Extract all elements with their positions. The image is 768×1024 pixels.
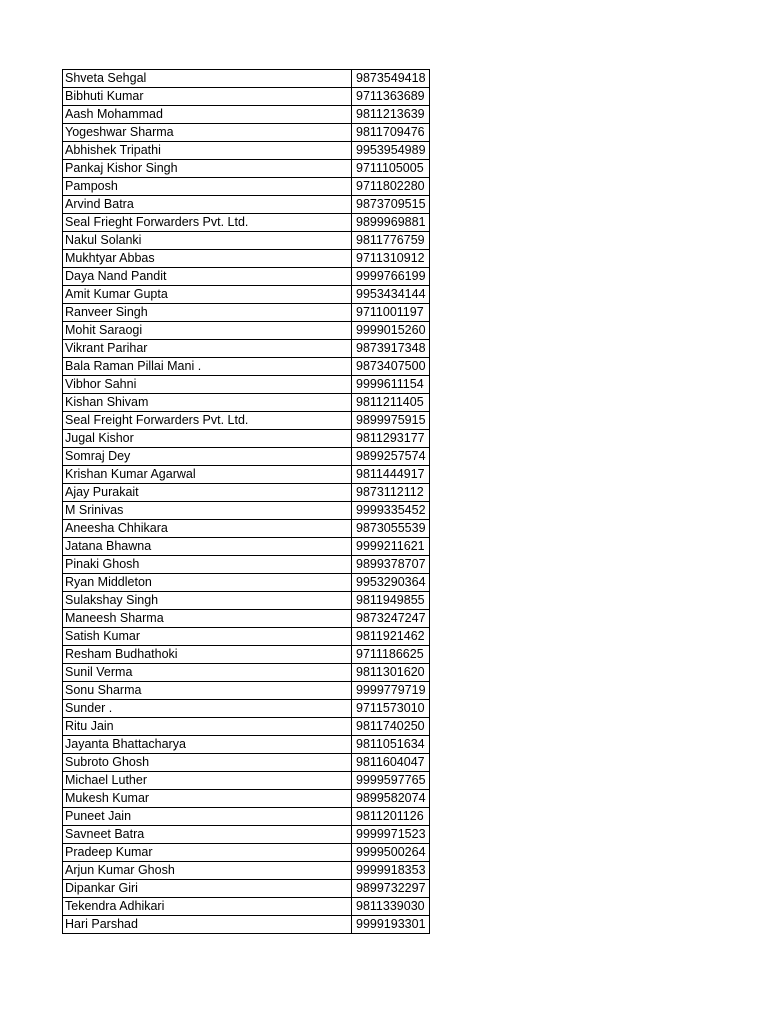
contact-name-cell: Sulakshay Singh bbox=[63, 592, 352, 610]
contact-phone-cell: 9999211621 bbox=[352, 538, 430, 556]
contact-phone-cell: 9711186625 bbox=[352, 646, 430, 664]
table-row bbox=[63, 88, 430, 106]
table-row bbox=[63, 682, 430, 700]
contact-name-cell: Subroto Ghosh bbox=[63, 754, 352, 772]
table-row bbox=[63, 790, 430, 808]
contact-name-cell: Maneesh Sharma bbox=[63, 610, 352, 628]
contact-phone-cell: 9811201126 bbox=[352, 808, 430, 826]
contact-phone-cell: 9811301620 bbox=[352, 664, 430, 682]
contact-name-cell: Dipankar Giri bbox=[63, 880, 352, 898]
table-row bbox=[63, 106, 430, 124]
table-row bbox=[63, 484, 430, 502]
contact-name-cell: Vibhor Sahni bbox=[63, 376, 352, 394]
table-row bbox=[63, 448, 430, 466]
table-row bbox=[63, 412, 430, 430]
contact-phone-cell: 9811444917 bbox=[352, 466, 430, 484]
table-row bbox=[63, 664, 430, 682]
contact-name-cell: Resham Budhathoki bbox=[63, 646, 352, 664]
contact-phone-cell: 9999193301 bbox=[352, 916, 430, 934]
table-row bbox=[63, 898, 430, 916]
contact-phone-cell: 9999971523 bbox=[352, 826, 430, 844]
contact-phone-cell: 9999335452 bbox=[352, 502, 430, 520]
contact-name-cell: Jugal Kishor bbox=[63, 430, 352, 448]
contact-phone-cell: 9899732297 bbox=[352, 880, 430, 898]
contact-name-cell: Satish Kumar bbox=[63, 628, 352, 646]
contact-name-cell: Puneet Jain bbox=[63, 808, 352, 826]
contact-name-cell: Shveta Sehgal bbox=[63, 70, 352, 88]
contact-phone-cell: 9711310912 bbox=[352, 250, 430, 268]
contact-name-cell: Pradeep Kumar bbox=[63, 844, 352, 862]
table-row bbox=[63, 322, 430, 340]
table-row bbox=[63, 124, 430, 142]
contact-phone-cell: 9811776759 bbox=[352, 232, 430, 250]
contact-name-cell: Tekendra Adhikari bbox=[63, 898, 352, 916]
contact-phone-cell: 9711001197 bbox=[352, 304, 430, 322]
table-row bbox=[63, 808, 430, 826]
contact-name-cell: Kishan Shivam bbox=[63, 394, 352, 412]
contact-name-cell: Jatana Bhawna bbox=[63, 538, 352, 556]
contact-phone-cell: 9953434144 bbox=[352, 286, 430, 304]
contact-phone-cell: 9711363689 bbox=[352, 88, 430, 106]
contact-phone-cell: 9899975915 bbox=[352, 412, 430, 430]
table-row bbox=[63, 718, 430, 736]
contact-name-cell: Krishan Kumar Agarwal bbox=[63, 466, 352, 484]
table-row bbox=[63, 394, 430, 412]
contact-name-cell: Amit Kumar Gupta bbox=[63, 286, 352, 304]
contact-phone-cell: 9873407500 bbox=[352, 358, 430, 376]
contact-name-cell: Yogeshwar Sharma bbox=[63, 124, 352, 142]
contact-phone-cell: 9873709515 bbox=[352, 196, 430, 214]
table-row bbox=[63, 304, 430, 322]
contact-phone-cell: 9811604047 bbox=[352, 754, 430, 772]
contact-name-cell: Michael Luther bbox=[63, 772, 352, 790]
table-row bbox=[63, 538, 430, 556]
contact-phone-cell: 9811709476 bbox=[352, 124, 430, 142]
contact-phone-cell: 9711105005 bbox=[352, 160, 430, 178]
contact-name-cell: Aneesha Chhikara bbox=[63, 520, 352, 538]
table-row bbox=[63, 844, 430, 862]
table-row bbox=[63, 628, 430, 646]
contact-phone-cell: 9899378707 bbox=[352, 556, 430, 574]
contact-name-cell: Mohit Saraogi bbox=[63, 322, 352, 340]
contact-phone-cell: 9999597765 bbox=[352, 772, 430, 790]
contact-name-cell: Ranveer Singh bbox=[63, 304, 352, 322]
table-row bbox=[63, 340, 430, 358]
contact-name-cell: Nakul Solanki bbox=[63, 232, 352, 250]
contact-name-cell: Arjun Kumar Ghosh bbox=[63, 862, 352, 880]
table-row bbox=[63, 826, 430, 844]
table-row bbox=[63, 196, 430, 214]
contact-phone-cell: 9953290364 bbox=[352, 574, 430, 592]
contact-name-cell: Jayanta Bhattacharya bbox=[63, 736, 352, 754]
contact-name-cell: Mukhtyar Abbas bbox=[63, 250, 352, 268]
contact-name-cell: Bibhuti Kumar bbox=[63, 88, 352, 106]
table-row bbox=[63, 142, 430, 160]
contact-phone-cell: 9873112112 bbox=[352, 484, 430, 502]
contact-phone-cell: 9953954989 bbox=[352, 142, 430, 160]
contact-name-cell: Ryan Middleton bbox=[63, 574, 352, 592]
table-row bbox=[63, 250, 430, 268]
contact-name-cell: Ajay Purakait bbox=[63, 484, 352, 502]
contact-phone-cell: 9899969881 bbox=[352, 214, 430, 232]
contacts-table bbox=[62, 69, 430, 934]
table-row bbox=[63, 556, 430, 574]
table-row bbox=[63, 178, 430, 196]
contact-name-cell: Bala Raman Pillai Mani . bbox=[63, 358, 352, 376]
contact-phone-cell: 9899582074 bbox=[352, 790, 430, 808]
contact-name-cell: Seal Freight Forwarders Pvt. Ltd. bbox=[63, 412, 352, 430]
contact-phone-cell: 9999500264 bbox=[352, 844, 430, 862]
table-row bbox=[63, 520, 430, 538]
contact-name-cell: Sonu Sharma bbox=[63, 682, 352, 700]
contact-phone-cell: 9711573010 bbox=[352, 700, 430, 718]
contact-phone-cell: 9811211405 bbox=[352, 394, 430, 412]
table-row bbox=[63, 862, 430, 880]
contact-name-cell: Aash Mohammad bbox=[63, 106, 352, 124]
contact-phone-cell: 9999779719 bbox=[352, 682, 430, 700]
contact-phone-cell: 9811921462 bbox=[352, 628, 430, 646]
table-row bbox=[63, 70, 430, 88]
table-row bbox=[63, 916, 430, 934]
table-row bbox=[63, 376, 430, 394]
contact-phone-cell: 9899257574 bbox=[352, 448, 430, 466]
table-row bbox=[63, 358, 430, 376]
contact-name-cell: Savneet Batra bbox=[63, 826, 352, 844]
table-row bbox=[63, 214, 430, 232]
table-row bbox=[63, 610, 430, 628]
contact-phone-cell: 9811740250 bbox=[352, 718, 430, 736]
contact-phone-cell: 9999015260 bbox=[352, 322, 430, 340]
contact-name-cell: Seal Frieght Forwarders Pvt. Ltd. bbox=[63, 214, 352, 232]
contact-phone-cell: 9873917348 bbox=[352, 340, 430, 358]
contact-name-cell: Somraj Dey bbox=[63, 448, 352, 466]
contact-name-cell: Arvind Batra bbox=[63, 196, 352, 214]
contact-name-cell: Pinaki Ghosh bbox=[63, 556, 352, 574]
contact-name-cell: Pankaj Kishor Singh bbox=[63, 160, 352, 178]
contact-phone-cell: 9873247247 bbox=[352, 610, 430, 628]
contact-phone-cell: 9999611154 bbox=[352, 376, 430, 394]
contact-phone-cell: 9999766199 bbox=[352, 268, 430, 286]
contact-phone-cell: 9873549418 bbox=[352, 70, 430, 88]
table-row bbox=[63, 502, 430, 520]
table-row bbox=[63, 430, 430, 448]
contact-phone-cell: 9811949855 bbox=[352, 592, 430, 610]
table-row bbox=[63, 592, 430, 610]
table-row bbox=[63, 700, 430, 718]
contact-phone-cell: 9711802280 bbox=[352, 178, 430, 196]
contacts-table-body bbox=[63, 70, 430, 934]
table-row bbox=[63, 466, 430, 484]
contact-name-cell: Pamposh bbox=[63, 178, 352, 196]
table-row bbox=[63, 880, 430, 898]
contact-name-cell: Sunder . bbox=[63, 700, 352, 718]
contact-name-cell: M Srinivas bbox=[63, 502, 352, 520]
contact-name-cell: Vikrant Parihar bbox=[63, 340, 352, 358]
contact-name-cell: Hari Parshad bbox=[63, 916, 352, 934]
contact-phone-cell: 9999918353 bbox=[352, 862, 430, 880]
contact-phone-cell: 9811051634 bbox=[352, 736, 430, 754]
contact-name-cell: Mukesh Kumar bbox=[63, 790, 352, 808]
table-row bbox=[63, 772, 430, 790]
contact-name-cell: Sunil Verma bbox=[63, 664, 352, 682]
table-row bbox=[63, 574, 430, 592]
contact-phone-cell: 9811293177 bbox=[352, 430, 430, 448]
table-row bbox=[63, 754, 430, 772]
contact-name-cell: Daya Nand Pandit bbox=[63, 268, 352, 286]
table-row bbox=[63, 160, 430, 178]
contact-phone-cell: 9811213639 bbox=[352, 106, 430, 124]
table-row bbox=[63, 286, 430, 304]
table-row bbox=[63, 232, 430, 250]
table-row bbox=[63, 736, 430, 754]
contact-name-cell: Abhishek Tripathi bbox=[63, 142, 352, 160]
contact-name-cell: Ritu Jain bbox=[63, 718, 352, 736]
contact-phone-cell: 9873055539 bbox=[352, 520, 430, 538]
table-row bbox=[63, 268, 430, 286]
contact-phone-cell: 9811339030 bbox=[352, 898, 430, 916]
table-row bbox=[63, 646, 430, 664]
